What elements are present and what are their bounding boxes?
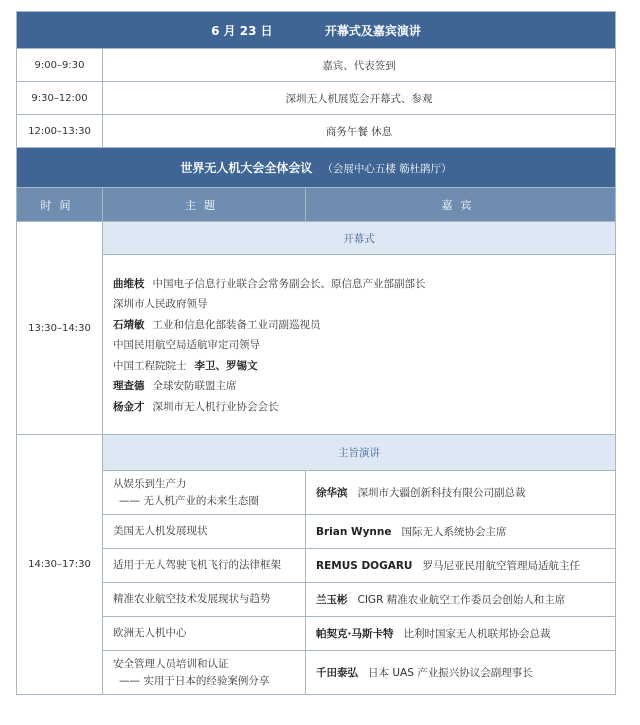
conference-header bbox=[17, 148, 616, 188]
content-cell: 嘉宾、代表签到 bbox=[103, 49, 616, 82]
guest-cell: Brian Wynne 国际无人系统协会主席 bbox=[306, 515, 616, 549]
topic-cell: 精准农业航空技术发展现状与趋势 bbox=[103, 583, 306, 617]
time-cell: 9:30–12:00 bbox=[17, 82, 103, 115]
opening-speakers bbox=[103, 255, 616, 435]
day-date: 6 月 23 日 bbox=[211, 23, 273, 38]
speaker-line: 深圳市人民政府领导 bbox=[113, 298, 208, 311]
content-cell: 深圳无人机展览会开幕式、参观 bbox=[103, 82, 616, 115]
topic-cell: 适用于无人驾驶飞机飞行的法律框架 bbox=[103, 549, 306, 583]
day-title: 开幕式及嘉宾演讲 bbox=[324, 23, 421, 38]
table-row bbox=[17, 82, 616, 115]
time-cell: 9:00–9:30 bbox=[17, 49, 103, 82]
content-cell: 商务午餐 休息 bbox=[103, 115, 616, 148]
conference-venue: （会展中心五楼 簕杜鹃厅） bbox=[322, 163, 452, 175]
opening-time: 13:30–14:30 bbox=[17, 222, 103, 435]
table-row bbox=[17, 115, 616, 148]
table-row bbox=[17, 515, 616, 549]
speaker-line: 杨金才 深圳市无人机行业协会会长 bbox=[113, 400, 279, 413]
opening-label-row bbox=[17, 222, 616, 255]
table-row bbox=[17, 583, 616, 617]
schedule-table bbox=[16, 11, 616, 695]
keynote-label: 主旨演讲 bbox=[103, 435, 616, 471]
topic-cell: 美国无人机发展现状 bbox=[103, 515, 306, 549]
table-row bbox=[17, 471, 616, 515]
opening-label: 开幕式 bbox=[103, 222, 616, 255]
column-header-topic: 主题 bbox=[103, 188, 306, 222]
speaker-line: 理查德 全球安防联盟主席 bbox=[113, 380, 237, 393]
column-header-time: 时间 bbox=[17, 188, 103, 222]
speaker-line: 中国工程院院士 李卫、罗锡文 bbox=[113, 359, 258, 372]
table-row bbox=[17, 617, 616, 651]
column-header-guest: 嘉宾 bbox=[306, 188, 616, 222]
topic-cell: 从娱乐到生产力 —— 无人机产业的未来生态圈 bbox=[103, 471, 306, 515]
conference-header-row bbox=[17, 148, 616, 188]
guest-cell: 徐华滨 深圳市大疆创新科技有限公司副总裁 bbox=[306, 471, 616, 515]
topic-cell: 欧洲无人机中心 bbox=[103, 617, 306, 651]
guest-cell: 帕契克·马斯卡特 比利时国家无人机联邦协会总裁 bbox=[306, 617, 616, 651]
conference-title: 世界无人机大会全体会议 bbox=[180, 161, 313, 175]
guest-cell: 兰玉彬 CIGR 精准农业航空工作委员会创始人和主席 bbox=[306, 583, 616, 617]
time-cell: 12:00–13:30 bbox=[17, 115, 103, 148]
speaker-line: 曲维枝 中国电子信息行业联合会常务副会长、原信息产业部副部长 bbox=[113, 277, 426, 290]
column-header-row bbox=[17, 188, 616, 222]
keynote-time: 14:30–17:30 bbox=[17, 435, 103, 695]
table-row bbox=[17, 49, 616, 82]
day-header-row bbox=[17, 12, 616, 49]
speaker-line: 石靖敏 工业和信息化部装备工业司副巡视员 bbox=[113, 318, 321, 331]
speaker-line: 中国民用航空局适航审定司领导 bbox=[113, 339, 260, 352]
topic-cell: 安全管理人员培训和认证 —— 实用于日本的经验案例分享 bbox=[103, 651, 306, 695]
day-header bbox=[17, 12, 616, 49]
guest-cell: 千田泰弘 日本 UAS 产业振兴协议会副理事长 bbox=[306, 651, 616, 695]
table-row bbox=[17, 651, 616, 695]
opening-speakers-row bbox=[17, 255, 616, 435]
keynote-label-row bbox=[17, 435, 616, 471]
guest-cell: REMUS DOGARU 罗马尼亚民用航空管理局适航主任 bbox=[306, 549, 616, 583]
table-row bbox=[17, 549, 616, 583]
